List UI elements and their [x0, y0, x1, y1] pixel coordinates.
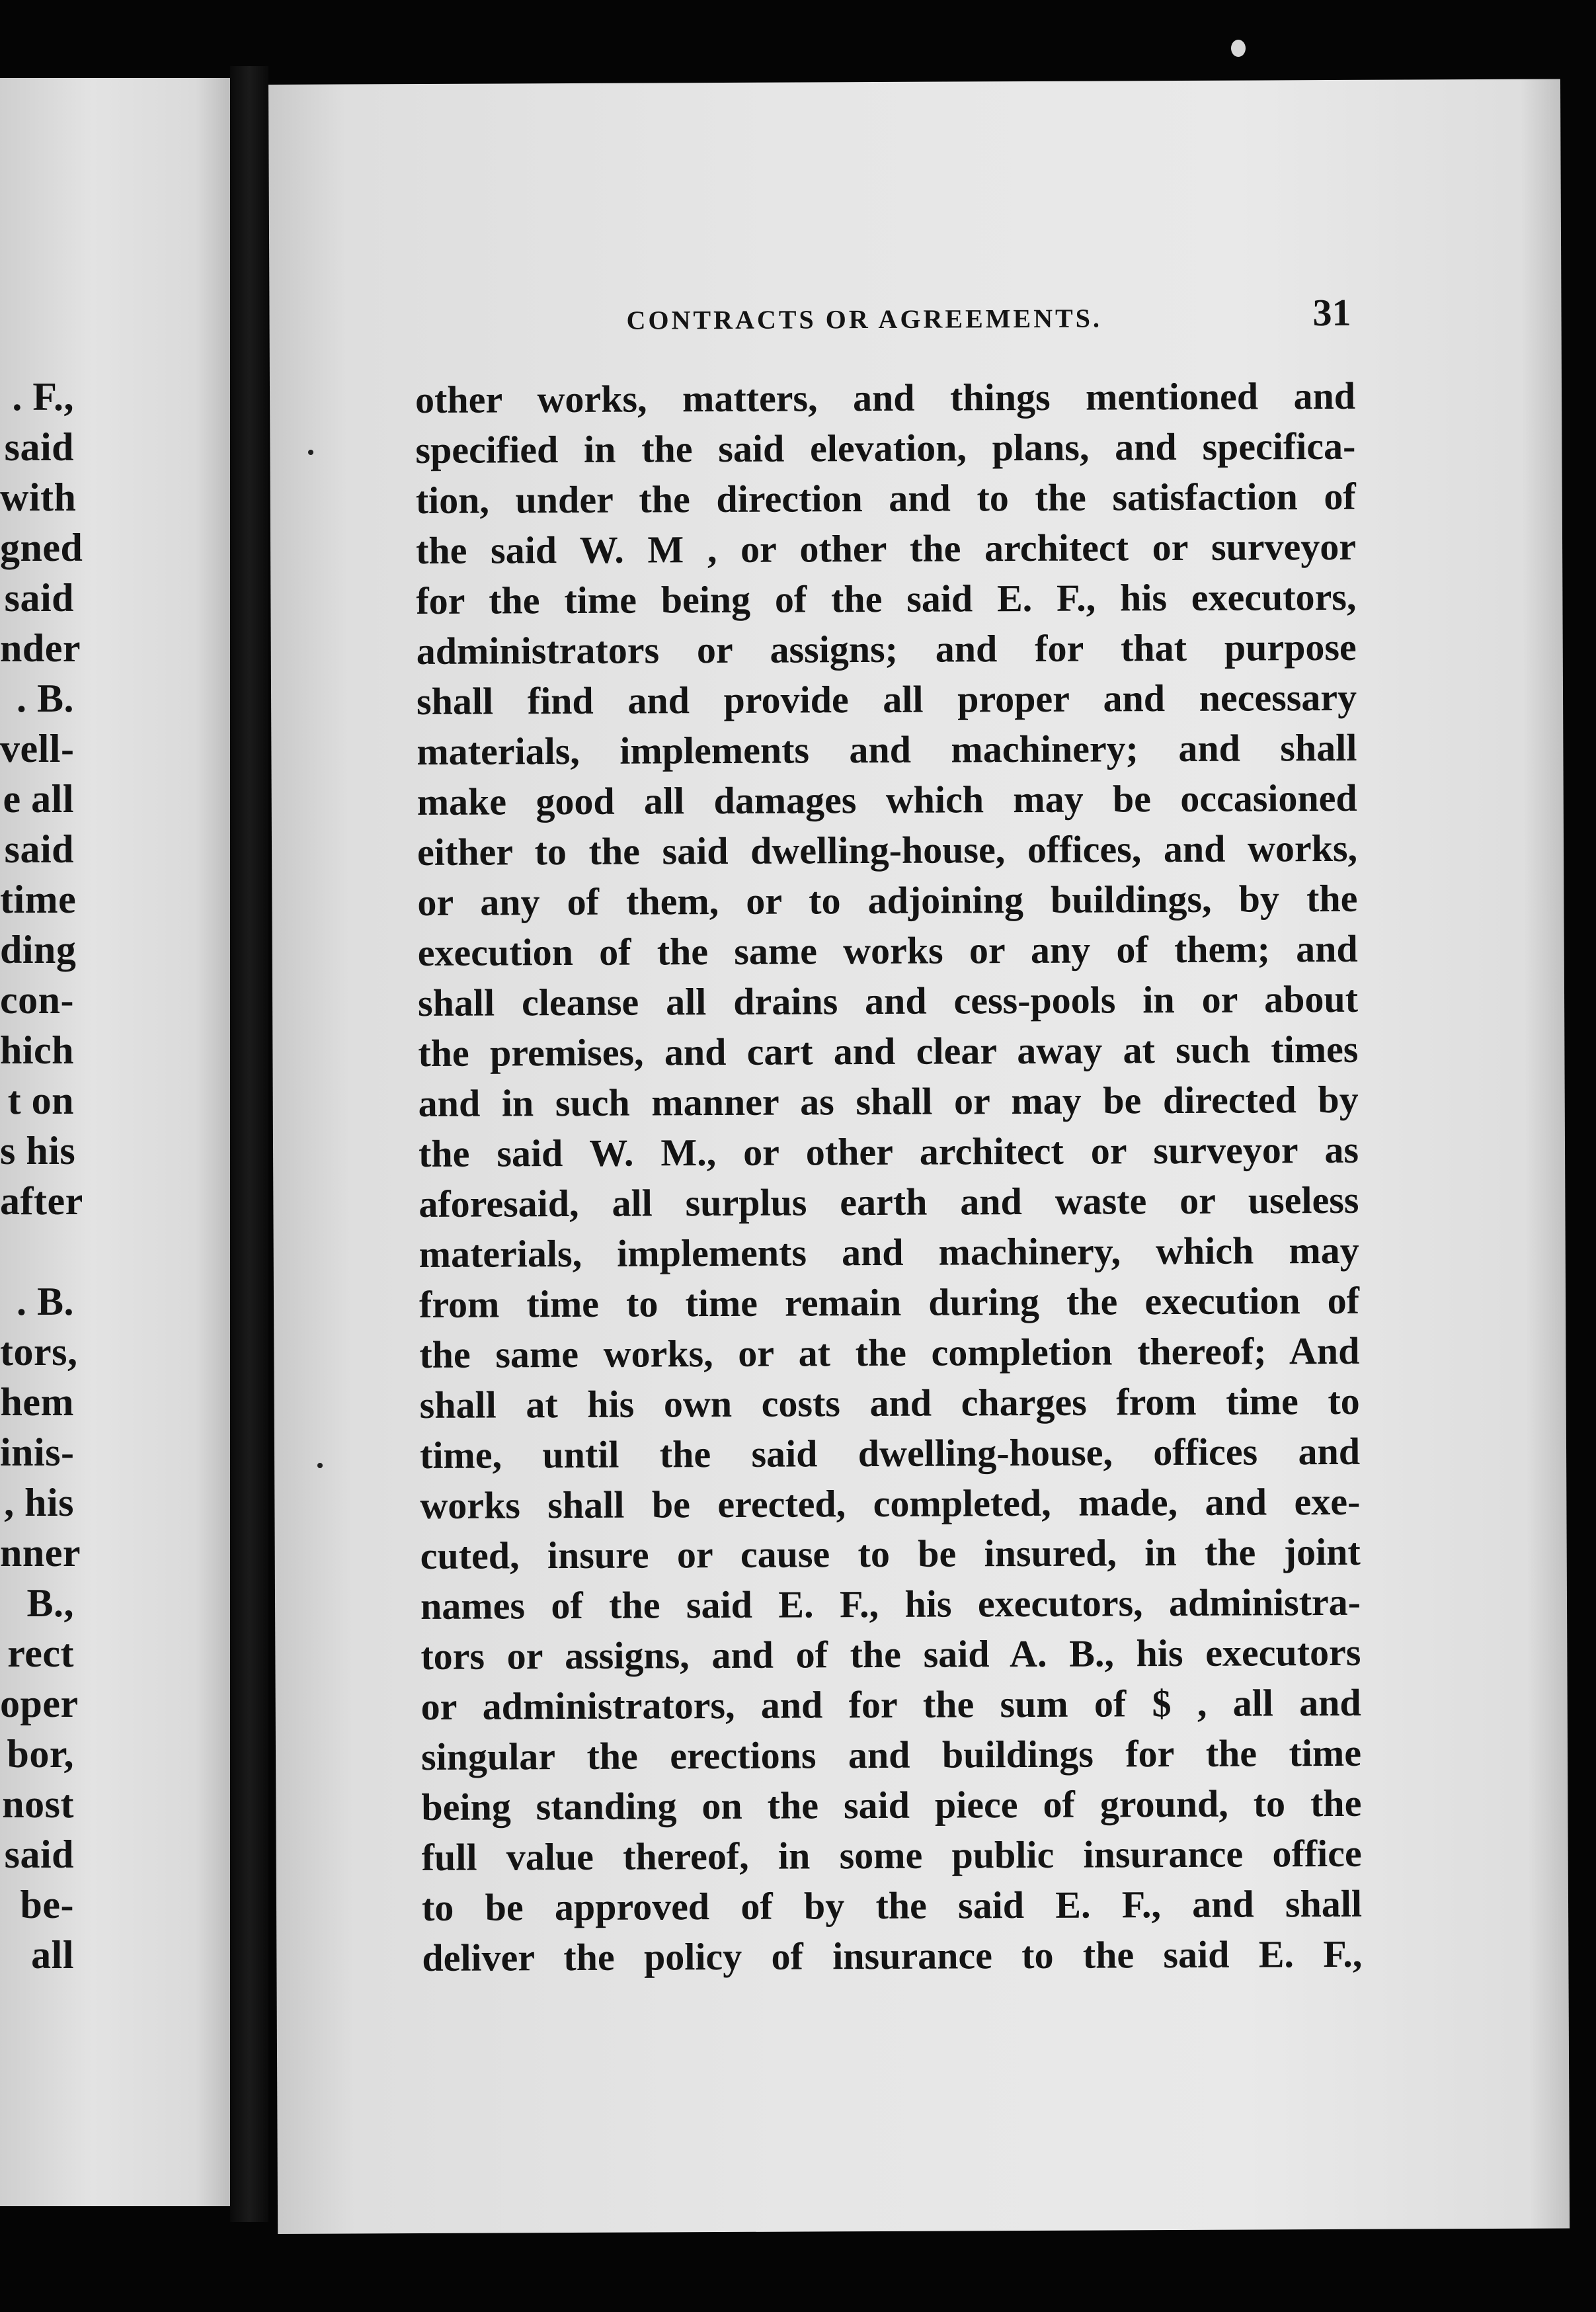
facing-page-line: bor,: [7, 1732, 74, 1776]
facing-page-line: . B.: [16, 677, 74, 720]
facing-page-fragment: [0, 78, 230, 2206]
text-line: tion, under the direction and to the satisfaction of: [415, 474, 1356, 522]
text-line: from time to time remain during the execution of: [419, 1278, 1360, 1327]
text-line: being standing on the said piece of ground, to the: [421, 1781, 1362, 1829]
text-line: materials, implements and machinery, which may: [419, 1228, 1359, 1276]
facing-page-line: vell-: [0, 727, 75, 770]
text-line: cuted, insure or cause to be insured, in the joint: [420, 1530, 1361, 1578]
facing-page-line: all: [31, 1933, 74, 1977]
ink-speck: [317, 1463, 323, 1468]
facing-page-line: nner: [0, 1531, 81, 1575]
facing-page-line: nost: [2, 1782, 74, 1826]
facing-page-line: hich: [0, 1028, 75, 1072]
text-line: and in such manner as shall or may be directed by: [418, 1077, 1359, 1126]
book-gutter: [230, 66, 268, 2222]
text-line: time, until the said dwelling-house, offices and: [419, 1429, 1361, 1477]
text-line: deliver the policy of insurance to the said E. F.,: [422, 1932, 1363, 1980]
text-line: to be approved of by the said E. F., and shall: [421, 1881, 1363, 1930]
text-line: or administrators, and for the sum of $ , all and: [420, 1680, 1361, 1729]
facing-page-line: rect: [7, 1631, 74, 1675]
facing-page-line: oper: [0, 1682, 79, 1725]
text-line: for the time being of the said E. F., his executors,: [416, 575, 1357, 623]
facing-page-line: with: [0, 475, 77, 519]
facing-page-line: said: [4, 1833, 74, 1876]
facing-page-line: tors,: [0, 1330, 78, 1374]
facing-page-line: gned: [0, 526, 83, 569]
facing-page-line: said: [4, 827, 74, 871]
text-line: execution of the same works or any of them; and: [417, 927, 1358, 975]
facing-page-line: , his: [4, 1481, 74, 1524]
facing-page-line: nder: [0, 626, 81, 670]
text-line: aforesaid, all surplus earth and waste or useless: [419, 1178, 1359, 1226]
book-page: [268, 79, 1570, 2233]
facing-page-line: after: [0, 1179, 83, 1223]
facing-page-line: ding: [0, 928, 77, 971]
text-line: materials, implements and machinery; and shall: [417, 725, 1357, 774]
text-line: works shall be erected, completed, made, and exe-: [420, 1479, 1361, 1528]
facing-page-line: hem: [0, 1380, 74, 1424]
facing-page-line: be-: [20, 1883, 74, 1926]
text-line: singular the erections and buildings for the time: [420, 1731, 1362, 1779]
facing-page-line: B.,: [26, 1581, 74, 1625]
facing-page-line: said: [4, 425, 74, 469]
facing-page-line: t on: [7, 1079, 74, 1122]
body-text: [415, 371, 1363, 1983]
facing-page-line: said: [4, 576, 74, 620]
facing-page-line: . F.,: [12, 375, 74, 419]
text-line: names of the said E. F., his executors, administra-: [420, 1580, 1361, 1628]
facing-page-line: con-: [0, 978, 74, 1022]
facing-page-line: time: [0, 878, 77, 921]
ink-speck: [308, 450, 313, 455]
facing-page-line: . B.: [16, 1280, 74, 1323]
text-line: make good all damages which may be occasioned: [417, 776, 1357, 824]
text-line: shall cleanse all drains and cess-pools in or about: [417, 977, 1359, 1025]
text-line: the said W. M., or other architect or surveyor as: [418, 1128, 1359, 1176]
text-line: full value thereof, in some public insurance office: [421, 1831, 1362, 1879]
text-line: shall find and provide all proper and necessary: [416, 675, 1357, 723]
ink-speck: [1231, 40, 1246, 57]
text-line: specified in the said elevation, plans, and specifica-: [415, 424, 1356, 472]
text-line: or any of them, or to adjoining buildings, by the: [417, 876, 1358, 925]
running-head: CONTRACTS OR AGREEMENTS.: [626, 303, 1103, 335]
text-line: the said W. M , or other the architect or surveyor: [415, 524, 1357, 573]
facing-page-line: inis-: [0, 1430, 75, 1474]
text-line: the premises, and cart and clear away at such times: [418, 1027, 1359, 1075]
page-number: 31: [1312, 290, 1351, 335]
text-line: either to the said dwelling-house, offices, and works,: [417, 826, 1358, 874]
text-line: other works, matters, and things mentioned and: [415, 374, 1356, 422]
facing-page-line: e all: [3, 777, 74, 821]
text-line: tors or assigns, and of the said A. B., his executors: [420, 1630, 1361, 1678]
facing-page-line: s his: [0, 1129, 76, 1173]
text-line: administrators or assigns; and for that purpose: [416, 625, 1357, 673]
text-line: shall at his own costs and charges from time to: [419, 1379, 1360, 1427]
text-line: the same works, or at the completion thereof; And: [419, 1329, 1360, 1377]
